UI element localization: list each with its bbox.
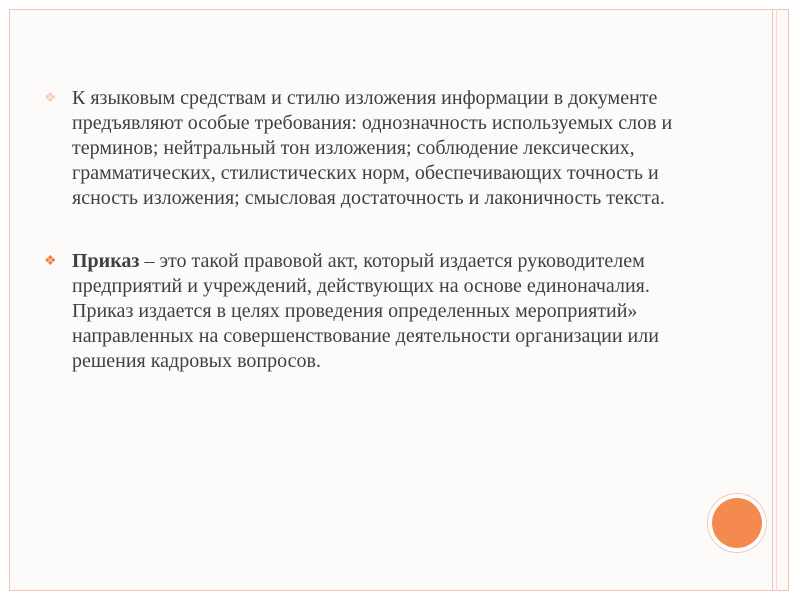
bullet-text: – это такой правовой акт, который издается руководителем предприятий и учреждений, действующих на основе единоначалия. Приказ издается в целях проведения определенных мероприятий» направленных на совершенствование деятельности организации или решения кадровых вопросов. [72,250,659,372]
bullet-lead-term: Приказ [72,250,140,272]
bullet-text: К языковым средствам и стилю изложения информации в документе предъявляют особые требования: однозначность используемых слов и терминов; нейтральный тон изложения; соблюдение лексических, грамматических, стилистических норм, обеспечивающих точность и ясность изложения; смысловая достаточность и лаконичность текста. [72,87,673,209]
decorative-circle-icon [712,498,762,548]
slide-content [44,86,694,374]
frame-right-rule-secondary [776,9,777,591]
bullet-item-language-requirements [44,86,694,211]
frame-right-rule [772,9,773,591]
bullet-diamond-icon: ❖ [44,254,57,269]
bullet-item-order-definition [44,249,694,374]
bullet-diamond-icon: ❖ [44,91,57,106]
